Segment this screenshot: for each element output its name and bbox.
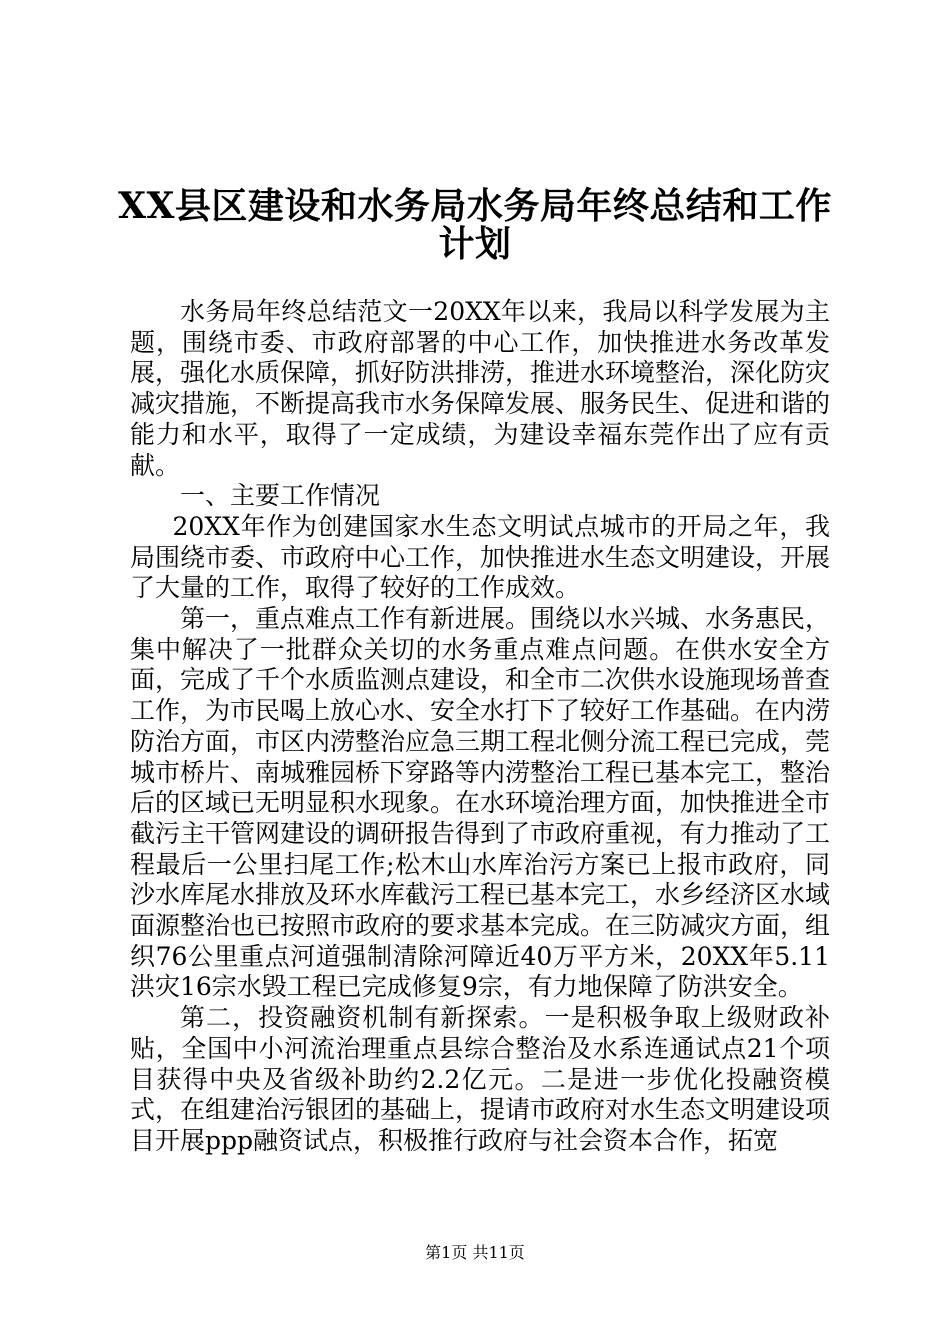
paragraph-second-point: 第二，投资融资机制有新探索。一是积极争取上级财政补贴，全国中小河流治理重点县综合整治及水系连通试点21个项目获得中央及省级补助约2.2亿元。二是进一步优化投融资模式，在组建治污银团的基础上，提请市政府对水生态文明建设项目开展ppp融资试点，积极推行政府与社会资本合作，拓宽 bbox=[130, 1003, 831, 1155]
paragraph-overview: 20XX年作为创建国家水生态文明试点城市的开局之年，我局围绕市委、市政府中心工作，加快推进水生态文明建设，开展了大量的工作，取得了较好的工作成效。 bbox=[130, 511, 831, 603]
page-footer: 第1页 共11页 bbox=[425, 1243, 525, 1262]
paragraph-first-point: 第一，重点难点工作有新进展。围绕以水兴城、水务惠民，集中解决了一批群众关切的水务重点难点问题。在供水安全方面，完成了千个水质监测点建设，和全市二次供水设施现场普查工作，为市民喝上放心水、安全水打下了较好工作基础。在内涝防治方面，市区内涝整治应急三期工程北侧分流工程已完成，莞城市桥片、南城雅园桥下穿路等内涝整治工程已基本完工，整治后的区域已无明显积水现象。在水环境治理方面，加快推进全市截污主干管网建设的调研报告得到了市政府重视，有力推动了工程最后一公里扫尾工作;松木山水库治污方案已上报市政府，同沙水库尾水排放及环水库截污工程已基本完工，水乡经济区水域面源整治也已按照市政府的要求基本完成。在三防减灾方面，组织76公里重点河道强制清除河障近40万平方米，20XX年5.11洪灾16宗水毁工程已完成修复9宗，有力地保障了防洪安全。 bbox=[130, 604, 831, 1002]
section-heading-main-work: 一、主要工作情况 bbox=[180, 481, 381, 511]
document-title-line-1: XX县区建设和水务局水务局年终总结和工作 bbox=[118, 185, 832, 227]
document-title-line-2: 计划 bbox=[438, 223, 512, 265]
document-body bbox=[130, 297, 830, 1157]
paragraph-intro: 水务局年终总结范文一20XX年以来，我局以科学发展为主题，围绕市委、市政府部署的中心工作，加快推进水务改革发展，强化水质保障，抓好防洪排涝，推进水环境整治，深化防灾减灾措施，不断提高我市水务保障发展、服务民生、促进和谐的能力和水平，取得了一定成绩，为建设幸福东莞作出了应有贡献。 bbox=[130, 297, 831, 480]
